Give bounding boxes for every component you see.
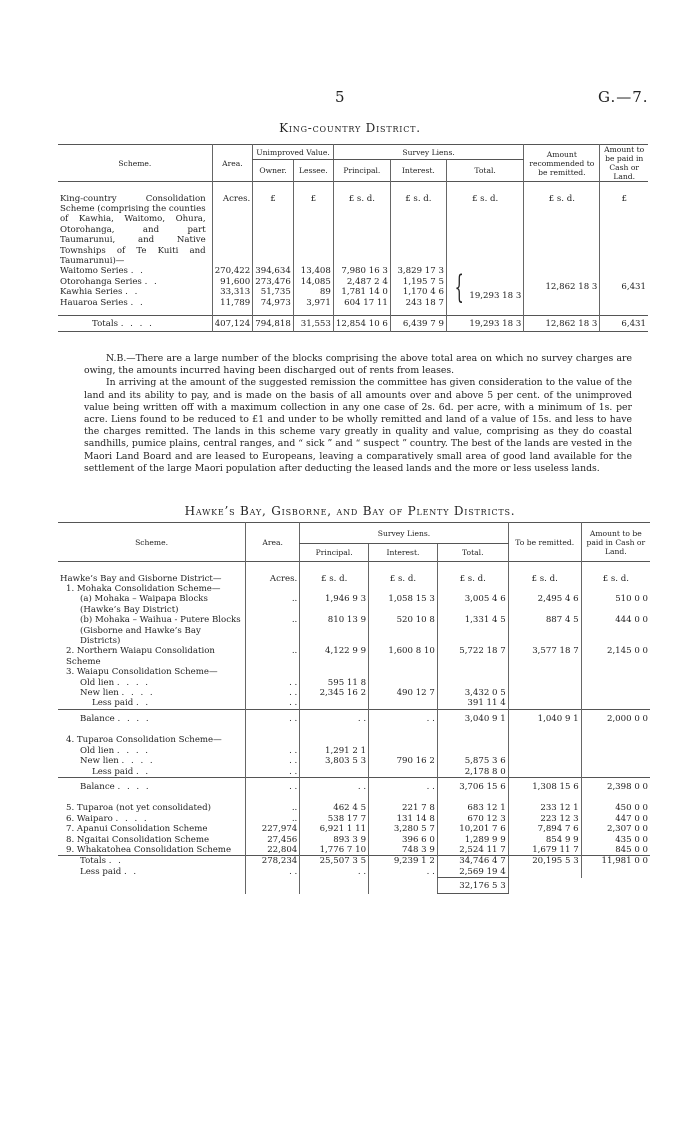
totals-remitted: 20,195 5 3 bbox=[508, 856, 581, 867]
row-owner: 74,973 bbox=[253, 298, 294, 308]
row-name: Kawhia Series . . bbox=[60, 287, 140, 298]
group-paid: 6,431 bbox=[600, 266, 648, 308]
row-remitted: 223 12 3 bbox=[508, 814, 581, 824]
row-interest: 1,058 15 3 bbox=[369, 594, 438, 615]
col-owner: Owner. bbox=[253, 160, 294, 182]
row-paid: 2,398 0 0 bbox=[581, 777, 650, 797]
totals-interest: 6,439 7 9 bbox=[390, 316, 446, 332]
table-row bbox=[58, 814, 650, 824]
totals-paid: 11,981 0 0 bbox=[581, 856, 650, 867]
scheme-1-name: 1. Mohaka Consolidation Scheme— bbox=[66, 583, 221, 594]
row-remitted: 1,308 15 6 bbox=[508, 777, 581, 797]
group-total: { 19,293 18 3 bbox=[446, 266, 523, 308]
row-name: Waitomo Series . . bbox=[60, 266, 145, 277]
row-remitted: 854 9 9 bbox=[508, 835, 581, 845]
unit-total: £ s. d. bbox=[446, 194, 523, 267]
row-name: Less paid . . bbox=[92, 698, 151, 709]
table-row bbox=[58, 803, 650, 813]
totals-area: 407,124 bbox=[212, 316, 253, 332]
totals-lessee: 31,553 bbox=[293, 316, 333, 332]
row-name: Old lien . . . . bbox=[80, 745, 151, 756]
unit-owner: £ bbox=[253, 194, 294, 267]
row-remitted: 1,040 9 1 bbox=[508, 709, 581, 729]
row-total: 1,289 9 9 bbox=[437, 835, 508, 845]
row-name: Balance . . . . bbox=[80, 714, 151, 725]
row-principal: 595 11 8 bbox=[300, 678, 369, 688]
balance-row: Balance . . . . . . . . . . 3,040 9 1 1,040 9 1 2,000 0 0 bbox=[58, 709, 650, 729]
totals-row bbox=[58, 856, 650, 867]
row-paid: 450 0 0 bbox=[581, 803, 650, 813]
units-row bbox=[58, 574, 650, 584]
row-principal: 4,122 9 9 bbox=[300, 646, 369, 667]
row-total: 3,040 9 1 bbox=[437, 709, 508, 729]
row-principal: 604 17 11 bbox=[333, 298, 390, 308]
unit-interest: £ s. d. bbox=[369, 574, 438, 584]
row-area: 27,456 bbox=[246, 835, 300, 845]
note-remission: In arriving at the amount of the suggested remission the committee has given consideration to the value of the land and its ability to pay, and is made on the basis of all amounts over and above 5 per cent. of the unimproved value being written off with a maximum collection in any one case of 2s. 6d. per acre, with a minimum of 1s. per acre. Liens found to be reduced to £1 and under to be wholly remitted and land of a value of 15s. and less to have the charges remitted. The lands in this scheme vary greatly in quality and value, comprising as they do coastal sandhills, pumice plains, central ranges, and “ sick ” and “ suspect ” country. The best of the lands are vested in the Maori Land Board and are leased to Europeans, leaving a comparatively small area of good land available for the settlement of the large Maori population after deducting the leased lands and the more or less useless lands. bbox=[84, 377, 632, 474]
row-name: New lien . . . . bbox=[80, 687, 155, 698]
totals-area: 278,234 bbox=[246, 856, 300, 867]
table-row bbox=[58, 845, 650, 856]
row-paid: 2,307 0 0 bbox=[581, 824, 650, 834]
page-number: 5 bbox=[335, 88, 345, 106]
row-lessee: 89 bbox=[293, 287, 333, 297]
row-remitted: 7,894 7 6 bbox=[508, 824, 581, 834]
row-principal: 462 4 5 bbox=[300, 803, 369, 813]
row-area: 270,422 bbox=[212, 266, 253, 276]
row-remitted: 3,577 18 7 bbox=[508, 646, 581, 667]
row-total: 2,524 11 7 bbox=[437, 845, 508, 856]
col-survey-liens: Survey Liens. bbox=[333, 145, 523, 160]
row-name: 5. Tuparoa (not yet consolidated) bbox=[66, 803, 211, 814]
row-interest: 131 14 8 bbox=[369, 814, 438, 824]
table-row bbox=[58, 594, 650, 615]
note-nb: N.B.—There are a large number of the blocks comprising the above total area on which no survey charges are owing, the amounts incurred having been discharged out of rents from leases. bbox=[84, 353, 632, 377]
col-remitted: To be remitted. bbox=[508, 523, 581, 562]
row-interest: 520 10 8 bbox=[369, 615, 438, 646]
row-total: 3,432 0 5 bbox=[437, 688, 508, 698]
unit-principal: £ s. d. bbox=[300, 574, 369, 584]
row-principal: 2,345 16 2 bbox=[300, 688, 369, 698]
col-recommended: Amount recommended to be remitted. bbox=[524, 145, 600, 182]
row-name: 2. Northern Waiapu Consolidation Scheme bbox=[66, 646, 215, 667]
row-area: .. bbox=[246, 814, 300, 824]
row-owner: 394,634 bbox=[253, 266, 294, 276]
table-row bbox=[58, 646, 650, 667]
row-area: 11,789 bbox=[212, 298, 253, 308]
col-paid: Amount to be paid in Cash or Land. bbox=[581, 523, 650, 562]
district-label: Hawke’s Bay and Gisborne District— bbox=[60, 573, 222, 584]
row-principal: 7,980 16 3 bbox=[333, 266, 390, 276]
row-area: 22,804 bbox=[246, 845, 300, 856]
unit-principal: £ s. d. bbox=[333, 194, 390, 267]
scheme-description: King-country Consolidation Scheme (comprising the counties of Kawhia, Waitomo, Ohura, Otorohanga, and part Taumarunui, and Native Townships of Te Kuiti and Taumarunui)— bbox=[60, 193, 206, 266]
row-total: 683 12 1 bbox=[437, 803, 508, 813]
totals-total: 34,746 4 7 bbox=[437, 856, 508, 867]
row-lessee: 13,408 bbox=[293, 266, 333, 276]
row-name: 6. Waiparo . . . . bbox=[66, 813, 149, 824]
row-interest: 3,829 17 3 bbox=[390, 266, 446, 276]
document-reference: G.—7. bbox=[598, 88, 649, 106]
row-lessee: 14,085 bbox=[293, 277, 333, 287]
col-principal: Principal. bbox=[333, 160, 390, 182]
row-name: New lien . . . . bbox=[80, 756, 155, 767]
row-principal: 1,946 9 3 bbox=[300, 594, 369, 615]
totals-total: 19,293 18 3 bbox=[446, 316, 523, 332]
row-total: 2,178 8 0 bbox=[437, 767, 508, 778]
row-name: 9. Whakatohea Consolidation Scheme bbox=[66, 845, 232, 856]
col-unimproved: Unimproved Value. bbox=[253, 145, 334, 160]
row-interest: 3,280 5 7 bbox=[369, 824, 438, 834]
col-principal: Principal. bbox=[300, 544, 369, 562]
row-paid: 444 0 0 bbox=[581, 615, 650, 646]
col-area: Area. bbox=[212, 145, 253, 182]
row-owner: 273,476 bbox=[253, 277, 294, 287]
row-paid: 845 0 0 bbox=[581, 845, 650, 856]
row-name: Balance . . . . bbox=[80, 782, 151, 793]
row-principal: 2,487 2 4 bbox=[333, 277, 390, 287]
totals-row bbox=[58, 316, 648, 332]
row-total: 391 11 4 bbox=[437, 698, 508, 709]
unit-remitted: £ s. d. bbox=[508, 574, 581, 584]
row-area: .. bbox=[246, 803, 300, 813]
row-principal: 893 3 9 bbox=[300, 835, 369, 845]
row-paid: 447 0 0 bbox=[581, 814, 650, 824]
row-principal: 1,781 14 0 bbox=[333, 287, 390, 297]
king-country-table bbox=[58, 144, 648, 332]
table-row bbox=[58, 835, 650, 845]
table-row: Less paid . . . . 2,178 8 0 bbox=[58, 767, 650, 778]
balance-row: Balance . . . . . . . . . . 3,706 15 6 1,308 15 6 2,398 0 0 bbox=[58, 777, 650, 797]
net-total: 32,176 5 3 bbox=[437, 878, 508, 894]
row-area: .. bbox=[246, 646, 300, 667]
row-paid: 435 0 0 bbox=[581, 835, 650, 845]
row-interest: 1,600 8 10 bbox=[369, 646, 438, 667]
row-total: 1,331 4 5 bbox=[437, 615, 508, 646]
group-recommended: 12,862 18 3 bbox=[524, 266, 600, 308]
row-remitted: 887 4 5 bbox=[508, 615, 581, 646]
table2-title: Hawke’s Bay, Gisborne, and Bay of Plenty Districts. bbox=[184, 504, 516, 518]
scheme-3-name: 3. Waiapu Consolidation Scheme— bbox=[66, 667, 218, 678]
row-remitted: 233 12 1 bbox=[508, 803, 581, 813]
row-total: 670 12 3 bbox=[437, 814, 508, 824]
row-principal: 810 13 9 bbox=[300, 615, 369, 646]
row-name: Old lien . . . . bbox=[80, 677, 151, 688]
table-row bbox=[58, 266, 648, 276]
col-lessee: Lessee. bbox=[293, 160, 333, 182]
row-principal: 538 17 7 bbox=[300, 814, 369, 824]
totals-interest: 9,239 1 2 bbox=[369, 856, 438, 867]
row-interest: 243 18 7 bbox=[390, 298, 446, 308]
unit-lessee: £ bbox=[293, 194, 333, 267]
totals-recommended: 12,862 18 3 bbox=[524, 316, 600, 332]
col-paid: Amount to be paid in Cash or Land. bbox=[600, 145, 648, 182]
row-principal: 1,291 2 1 bbox=[300, 746, 369, 756]
unit-paid: £ s. d. bbox=[581, 574, 650, 584]
hawkes-bay-table bbox=[58, 522, 650, 894]
totals-owner: 794,818 bbox=[253, 316, 294, 332]
table-row: New lien . . . . . . 2,345 16 2 490 12 7 3,432 0 5 bbox=[58, 688, 650, 698]
brace: { bbox=[454, 268, 464, 307]
totals-principal: 12,854 10 6 bbox=[333, 316, 390, 332]
row-paid: 2,145 0 0 bbox=[581, 646, 650, 667]
table-row bbox=[58, 824, 650, 834]
row-area: .. bbox=[246, 615, 300, 646]
unit-area: Acres. bbox=[212, 194, 253, 267]
col-total: Total. bbox=[437, 544, 508, 562]
row-paid: 510 0 0 bbox=[581, 594, 650, 615]
row-name: (b) Mohaka – Waihua - Putere Blocks (Gisborne and Hawke’s Bay Districts) bbox=[80, 615, 241, 646]
table1-title: King-country District. bbox=[279, 121, 421, 135]
row-total: 3,706 15 6 bbox=[437, 777, 508, 797]
row-total: 5,875 3 6 bbox=[437, 756, 508, 766]
row-total: 5,722 18 7 bbox=[437, 646, 508, 667]
unit-area: Acres. bbox=[246, 574, 300, 584]
col-total: Total. bbox=[446, 160, 523, 182]
row-remitted: 2,495 4 6 bbox=[508, 594, 581, 615]
row-area: 33,313 bbox=[212, 287, 253, 297]
net-row bbox=[58, 878, 650, 894]
unit-interest: £ s. d. bbox=[390, 194, 446, 267]
totals-label: Totals . . bbox=[80, 856, 123, 867]
table-row: Old lien . . . . . . 595 11 8 bbox=[58, 678, 650, 688]
row-area: 91,600 bbox=[212, 277, 253, 287]
col-survey-liens: Survey Liens. bbox=[300, 523, 508, 544]
less-paid-label: Less paid . . bbox=[80, 866, 139, 877]
row-owner: 51,735 bbox=[253, 287, 294, 297]
row-interest: 748 3 9 bbox=[369, 845, 438, 856]
row-name: 8. Ngaitai Consolidation Scheme bbox=[66, 834, 210, 845]
scheme-4-name: 4. Tuparoa Consolidation Scheme— bbox=[66, 735, 222, 746]
row-principal: 1,776 7 10 bbox=[300, 845, 369, 856]
row-name: Otorohanga Series . . bbox=[60, 276, 159, 287]
totals-label: Totals . . . . bbox=[92, 318, 154, 329]
less-paid-row: Less paid . . . . . . . . 2,569 19 4 bbox=[58, 867, 650, 878]
col-interest: Interest. bbox=[390, 160, 446, 182]
row-interest: 396 6 0 bbox=[369, 835, 438, 845]
col-scheme: Scheme. bbox=[118, 158, 152, 168]
unit-total: £ s. d. bbox=[437, 574, 508, 584]
row-lessee: 3,971 bbox=[293, 298, 333, 308]
row-interest: 490 12 7 bbox=[369, 688, 438, 698]
row-name: (a) Mohaka – Waipapa Blocks (Hawke’s Bay District) bbox=[80, 594, 208, 615]
less-paid-total: 2,569 19 4 bbox=[437, 867, 508, 878]
row-principal: 3,803 5 3 bbox=[300, 756, 369, 766]
row-total: 10,201 7 6 bbox=[437, 824, 508, 834]
table-row bbox=[58, 615, 650, 646]
col-scheme: Scheme. bbox=[135, 537, 169, 547]
unit-recommended: £ s. d. bbox=[524, 194, 600, 267]
row-principal: 6,921 1 11 bbox=[300, 824, 369, 834]
row-interest: 1,170 4 6 bbox=[390, 287, 446, 297]
table-row: New lien . . . . . . 3,803 5 3 790 16 2 5,875 3 6 bbox=[58, 756, 650, 766]
row-paid: 2,000 0 0 bbox=[581, 709, 650, 729]
row-remitted: 1,679 11 7 bbox=[508, 845, 581, 856]
row-name: Hauaroa Series . . bbox=[60, 297, 145, 308]
row-total: 3,005 4 6 bbox=[437, 594, 508, 615]
row-name: 7. Apanui Consolidation Scheme bbox=[66, 824, 208, 835]
units-row bbox=[58, 194, 648, 267]
totals-principal: 25,507 3 5 bbox=[300, 856, 369, 867]
row-area: .. bbox=[246, 594, 300, 615]
col-area: Area. bbox=[246, 523, 300, 562]
totals-paid: 6,431 bbox=[600, 316, 648, 332]
row-interest: 790 16 2 bbox=[369, 756, 438, 766]
row-interest: 221 7 8 bbox=[369, 803, 438, 813]
table-row: Old lien . . . . . . 1,291 2 1 bbox=[58, 746, 650, 756]
table-row: Less paid . . . . 391 11 4 bbox=[58, 698, 650, 709]
col-interest: Interest. bbox=[369, 544, 438, 562]
unit-paid: £ bbox=[600, 194, 648, 267]
row-interest: 1,195 7 5 bbox=[390, 277, 446, 287]
notes bbox=[84, 353, 632, 475]
row-area: 227,974 bbox=[246, 824, 300, 834]
row-name: Less paid . . bbox=[92, 766, 151, 777]
